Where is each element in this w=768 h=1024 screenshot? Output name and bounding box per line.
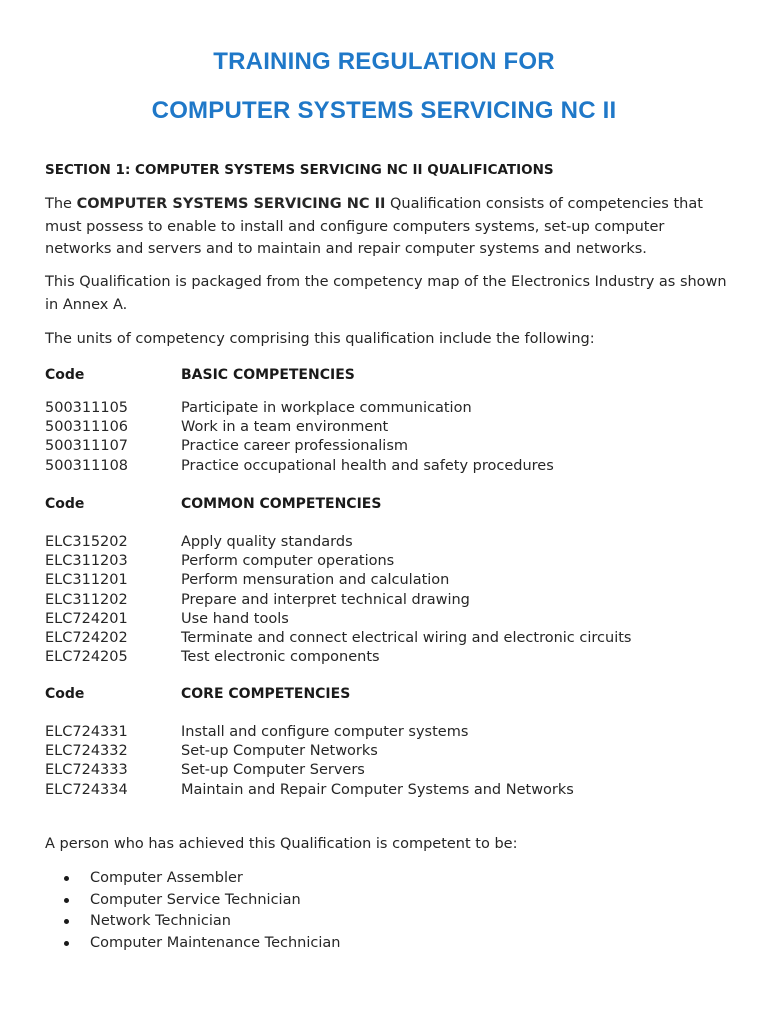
competency-title: Participate in workplace communication [181,400,472,416]
list-item [64,890,664,912]
competency-code: ELC315202 [45,534,128,550]
list-item [64,868,664,890]
job-titles-list [64,868,664,955]
core-competencies-list [45,723,745,800]
competency-code: ELC724205 [45,649,128,666]
packaging-paragraph: This Qualification is packaged from the competency map of the Electronics Industry as shown in Annex A. [45,274,727,313]
outcome-intro: A person who has achieved this Qualification is competent to be: [45,836,518,852]
table-row [45,591,745,610]
competency-code: ELC724332 [45,743,128,760]
table-row [45,533,745,552]
competency-title: Terminate and connect electrical wiring and electronic circuits [181,629,632,646]
competency-code: 500311106 [45,419,129,436]
competency-title: Work in a team environment [181,419,389,436]
table-row [45,629,745,648]
competency-title: Maintain and Repair Computer Systems and Networks [181,781,574,798]
table-row [45,399,745,418]
table-row [45,418,745,437]
list-item [64,911,664,933]
table-row [45,781,745,800]
basic-competencies-list [45,399,745,476]
basic-code-header: Code [45,367,85,383]
table-row [45,648,745,667]
competency-title: Prepare and interpret technical drawing [181,591,470,608]
competency-title: Test electronic components [181,649,380,666]
core-code-header: Code [45,686,85,702]
intro-paragraph [45,193,735,261]
table-row [45,610,745,629]
competency-title: Install and configure computer systems [181,724,469,740]
common-code-header: Code [45,496,85,512]
core-competencies-header: CORE COMPETENCIES [181,686,351,702]
job-title: Network Technician [90,913,231,930]
competency-code: 500311108 [45,457,129,474]
competency-code: ELC724201 [45,610,128,627]
job-title: Computer Assembler [90,870,243,886]
competency-title: Practice occupational health and safety procedures [181,457,554,474]
list-item [64,933,664,955]
document-title-line-2: COMPUTER SYSTEMS SERVICING NC II [151,97,617,124]
competency-title: Set-up Computer Networks [181,743,378,760]
competency-title: Practice career professionalism [181,438,409,455]
document-title-line-1: TRAINING REGULATION FOR [213,48,555,75]
competency-code: 500311105 [45,400,129,416]
competency-code: ELC724331 [45,724,128,740]
competency-code: ELC311203 [45,553,128,570]
competency-title: Use hand tools [181,610,289,627]
table-row [45,723,745,742]
competency-code: ELC724334 [45,781,128,798]
competency-code: ELC724333 [45,762,128,779]
job-title: Computer Service Technician [90,891,301,908]
table-row [45,437,745,456]
units-paragraph: The units of competency comprising this qualification include the following: [45,331,595,347]
bullet-icon [64,941,69,946]
competency-code: ELC724202 [45,629,128,646]
competency-title: Apply quality standards [181,534,353,550]
table-row [45,457,745,476]
common-competencies-header: COMMON COMPETENCIES [181,496,382,512]
table-row [45,742,745,761]
job-title: Computer Maintenance Technician [90,935,341,952]
intro-rest: Qualification consists of competencies that must possess to enable to install and configure computers systems, set-up computer networks and servers and to maintain and repair computer systems and networks. [45,196,703,257]
competency-title: Perform mensuration and calculation [181,572,450,589]
table-row [45,761,745,780]
table-row [45,571,745,590]
common-competencies-list [45,533,745,667]
bullet-icon [64,898,69,903]
qualification-name: COMPUTER SYSTEMS SERVICING NC II [76,196,386,212]
competency-title: Set-up Computer Servers [181,762,365,779]
competency-code: ELC311202 [45,591,128,608]
bullet-icon [64,919,69,924]
table-row [45,552,745,571]
basic-competencies-header: BASIC COMPETENCIES [181,367,355,383]
intro-prefix: The [45,196,77,212]
competency-code: 500311107 [45,438,129,455]
competency-code: ELC311201 [45,572,128,589]
bullet-icon [64,876,69,881]
competency-title: Perform computer operations [181,553,395,570]
section-heading: SECTION 1: COMPUTER SYSTEMS SERVICING NC II QUALIFICATIONS [45,162,554,178]
